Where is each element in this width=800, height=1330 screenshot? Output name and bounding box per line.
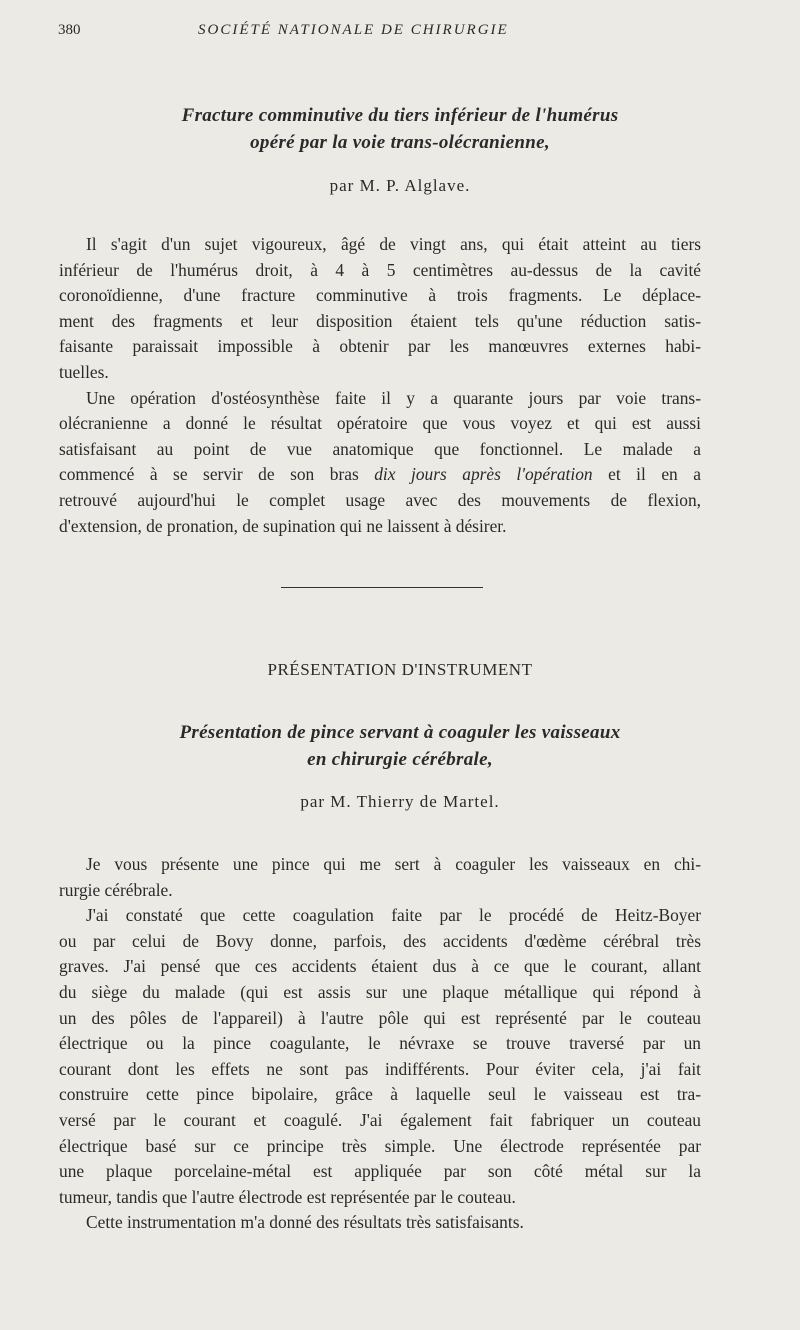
article2-line: construire cette pince bipolaire, grâce à laquelle seul le vaisseau est tra- [59,1084,701,1105]
article2-line: électrique ou la pince coagulante, le névraxe se trouve traversé par un [59,1033,701,1054]
article1-line: satisfaisant au point de vue anatomique que fonctionnel. Le malade a [59,438,701,459]
article2-line: du siège du malade (qui est assis sur une plaque métallique qui répond à [59,981,701,1002]
article2-line: Je vous présente une pince qui me sert à coaguler les vaisseaux en chi- [86,854,701,874]
article1-title-line2: opéré par la voie trans-olécranienne, [250,132,550,153]
article2-line: graves. J'ai pensé que ces accidents étaient dus à ce que le courant, allant [59,956,701,977]
article2-line: une plaque porcelaine-métal est appliquée par son côté métal sur la [59,1161,701,1182]
article1-line: ment des fragments et leur disposition étaient tels qu'une réduction satis- [59,310,701,331]
article1-line: inférieur de l'humérus droit, à 4 à 5 centimètres au-dessus de la cavité [59,259,701,280]
article2-body [59,852,701,1236]
article2-line: électrique basé sur ce principe très simple. Une électrode représentée par [59,1135,701,1156]
article2-byline: par M. Thierry de Martel. [300,792,500,811]
page-number: 380 [58,22,81,38]
article2-line: Cette instrumentation m'a donné des résultats très satisfaisants. [86,1212,524,1233]
article2-line: versé par le courant et coagulé. J'ai également fait fabriquer un couteau [59,1109,701,1130]
section-separator [281,587,483,588]
article1-line: Une opération d'ostéosynthèse faite il y a quarante jours par voie trans- [86,387,701,408]
article1-title-line1: Fracture comminutive du tiers inférieur de l'humérus [181,105,619,126]
article2-line: ou par celui de Bovy donne, parfois, des accidents d'œdème cérébral très [59,930,701,951]
article1-body [59,232,701,539]
article1-line: retrouvé aujourd'hui le complet usage avec des mouvements de flexion, [59,489,701,510]
article2-line: courant dont les effets ne sont pas indifférents. Pour éviter cela, j'ai fait [59,1058,701,1079]
article1-line-part: et il en a [592,464,701,485]
article2-line: tumeur, tandis que l'autre électrode est représentée par le couteau. [59,1186,516,1207]
article1-line-part: commencé à se servir de son bras [59,464,375,485]
article2-line: rurgie cérébrale. [59,879,173,900]
article1-line: tuelles. [59,361,109,382]
article1-italic-phrase: dix jours après l'opération [374,464,593,485]
article2-title-line2: en chirurgie cérébrale, [307,749,493,770]
article1-line-mixed [59,462,701,488]
article2-line: J'ai constaté que cette coagulation faite par le procédé de Heitz-Boyer [86,905,701,926]
journal-title: SOCIÉTÉ NATIONALE DE CHIRURGIE [198,22,509,38]
article1-line: faisante paraissait impossible à obtenir par les manœuvres externes habi- [59,336,701,357]
article1-line: Il s'agit d'un sujet vigoureux, âgé de vingt ans, qui était atteint au tiers [86,234,701,254]
article1-line: coronoïdienne, d'une fracture comminutive à trois fragments. Le déplace- [59,285,701,306]
running-head [58,20,758,46]
article1-line: d'extension, de pronation, de supination qui ne laissent à désirer. [59,515,507,536]
article2-title [60,719,740,773]
article1-byline: par M. P. Alglave. [329,176,471,195]
article1-title [60,102,740,156]
article2-line: un des pôles de l'appareil) à l'autre pôle qui est représenté par le couteau [59,1007,701,1028]
section-heading: PRÉSENTATION D'INSTRUMENT [267,660,533,679]
article2-title-line1: Présentation de pince servant à coaguler les vaisseaux [179,722,621,743]
article1-line: olécranienne a donné le résultat opératoire que vous voyez et qui est aussi [59,413,701,434]
